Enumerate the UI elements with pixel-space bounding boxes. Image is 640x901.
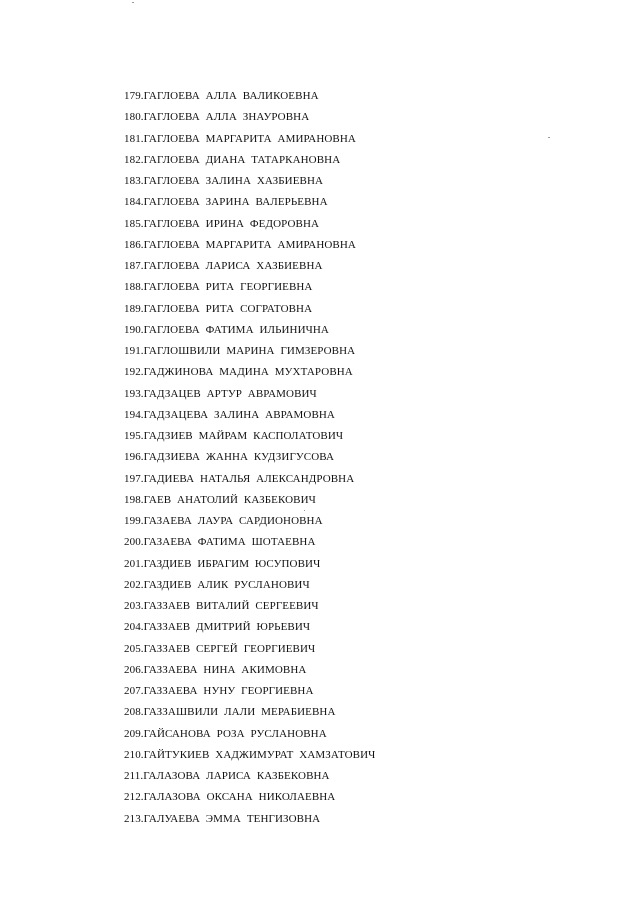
list-item: 183.ГАГЛОЕВА ЗАЛИНА ХАЗБИЕВНА <box>124 175 324 187</box>
list-item: 204.ГАЗЗАЕВ ДМИТРИЙ ЮРЬЕВИЧ <box>124 621 311 634</box>
list-item: 198.ГАЕВ АНАТОЛИЙ КАЗБЕКОВИЧ <box>124 493 316 506</box>
list-item: 202.ГАЗДИЕВ АЛИК РУСЛАНОВИЧ <box>124 578 310 591</box>
list-item: 210.ГАЙТУКИЕВ ХАДЖИМУРАТ ХАМЗАТОВИЧ <box>124 748 376 761</box>
list-item: 208.ГАЗЗАШВИЛИ ЛАЛИ МЕРАБИЕВНА <box>124 706 336 719</box>
list-item: 192.ГАДЖИНОВА МАДИНА МУХТАРОВНА <box>124 366 353 379</box>
list-item: 212.ГАЛАЗОВА ОКСАНА НИКОЛАЕВНА <box>124 791 336 804</box>
list-item: 190.ГАГЛОЕВА ФАТИМА ИЛЬИНИЧНА <box>124 323 329 336</box>
list-item: 199.ГАЗАЕВА ЛАУРА САРДИОНОВНА <box>124 515 323 527</box>
list-item: 185.ГАГЛОЕВА ИРИНА ФЕДОРОВНА <box>124 217 320 230</box>
list-item: 209.ГАЙСАНОВА РОЗА РУСЛАНОВНА <box>124 727 327 740</box>
list-item: 186.ГАГЛОЕВА МАРГАРИТА АМИРАНОВНА <box>124 238 356 251</box>
list-item: 179.ГАГЛОЕВА АЛЛА ВАЛИКОЕВНА <box>124 90 319 102</box>
list-item: 205.ГАЗЗАЕВ СЕРГЕЙ ГЕОРГИЕВИЧ <box>124 642 316 655</box>
list-item: 206.ГАЗЗАЕВА НИНА АКИМОВНА <box>124 663 307 676</box>
list-item: 188.ГАГЛОЕВА РИТА ГЕОРГИЕВНА <box>124 281 313 294</box>
list-item: 193.ГАДЗАЦЕВ АРТУР АВРАМОВИЧ <box>124 387 317 400</box>
scan-speck <box>548 137 550 138</box>
list-item: 200.ГАЗАЕВА ФАТИМА ШОТАЕВНА <box>124 536 316 549</box>
list-item: 194.ГАДЗАЦЕВА ЗАЛИНА АВРАМОВНА <box>124 408 335 421</box>
list-item: 197.ГАДИЕВА НАТАЛЬЯ АЛЕКСАНДРОВНА <box>124 472 355 485</box>
list-item: 180.ГАГЛОЕВА АЛЛА ЗНАУРОВНА <box>124 111 310 124</box>
list-item: 181.ГАГЛОЕВА МАРГАРИТА АМИРАНОВНА <box>124 132 356 145</box>
list-item: 182.ГАГЛОЕВА ДИАНА ТАТАРКАНОВНА <box>124 153 341 166</box>
list-item: 195.ГАДЗИЕВ МАЙРАМ КАСПОЛАТОВИЧ <box>124 430 344 442</box>
scan-speck <box>132 2 134 3</box>
list-item: 189.ГАГЛОЕВА РИТА СОГРАТОВНА <box>124 302 313 315</box>
list-item: 207.ГАЗЗАЕВА НУНУ ГЕОРГИЕВНА <box>124 685 314 697</box>
list-item: 187.ГАГЛОЕВА ЛАРИСА ХАЗБИЕВНА <box>124 260 323 272</box>
list-item: 184.ГАГЛОЕВА ЗАРИНА ВАЛЕРЬЕВНА <box>124 196 328 209</box>
list-item: 196.ГАДЗИЕВА ЖАННА КУДЗИГУСОВА <box>124 451 335 464</box>
list-item: 213.ГАЛУАЕВА ЭММА ТЕНГИЗОВНА <box>124 812 321 825</box>
list-item: 203.ГАЗЗАЕВ ВИТАЛИЙ СЕРГЕЕВИЧ <box>124 600 319 612</box>
list-item: 191.ГАГЛОШВИЛИ МАРИНА ГИМЗЕРОВНА <box>124 345 356 357</box>
name-list <box>124 86 375 830</box>
list-item: 201.ГАЗДИЕВ ИБРАГИМ ЮСУПОВИЧ <box>124 557 321 570</box>
list-item: 211.ГАЛАЗОВА ЛАРИСА КАЗБЕКОВНА <box>124 770 330 782</box>
